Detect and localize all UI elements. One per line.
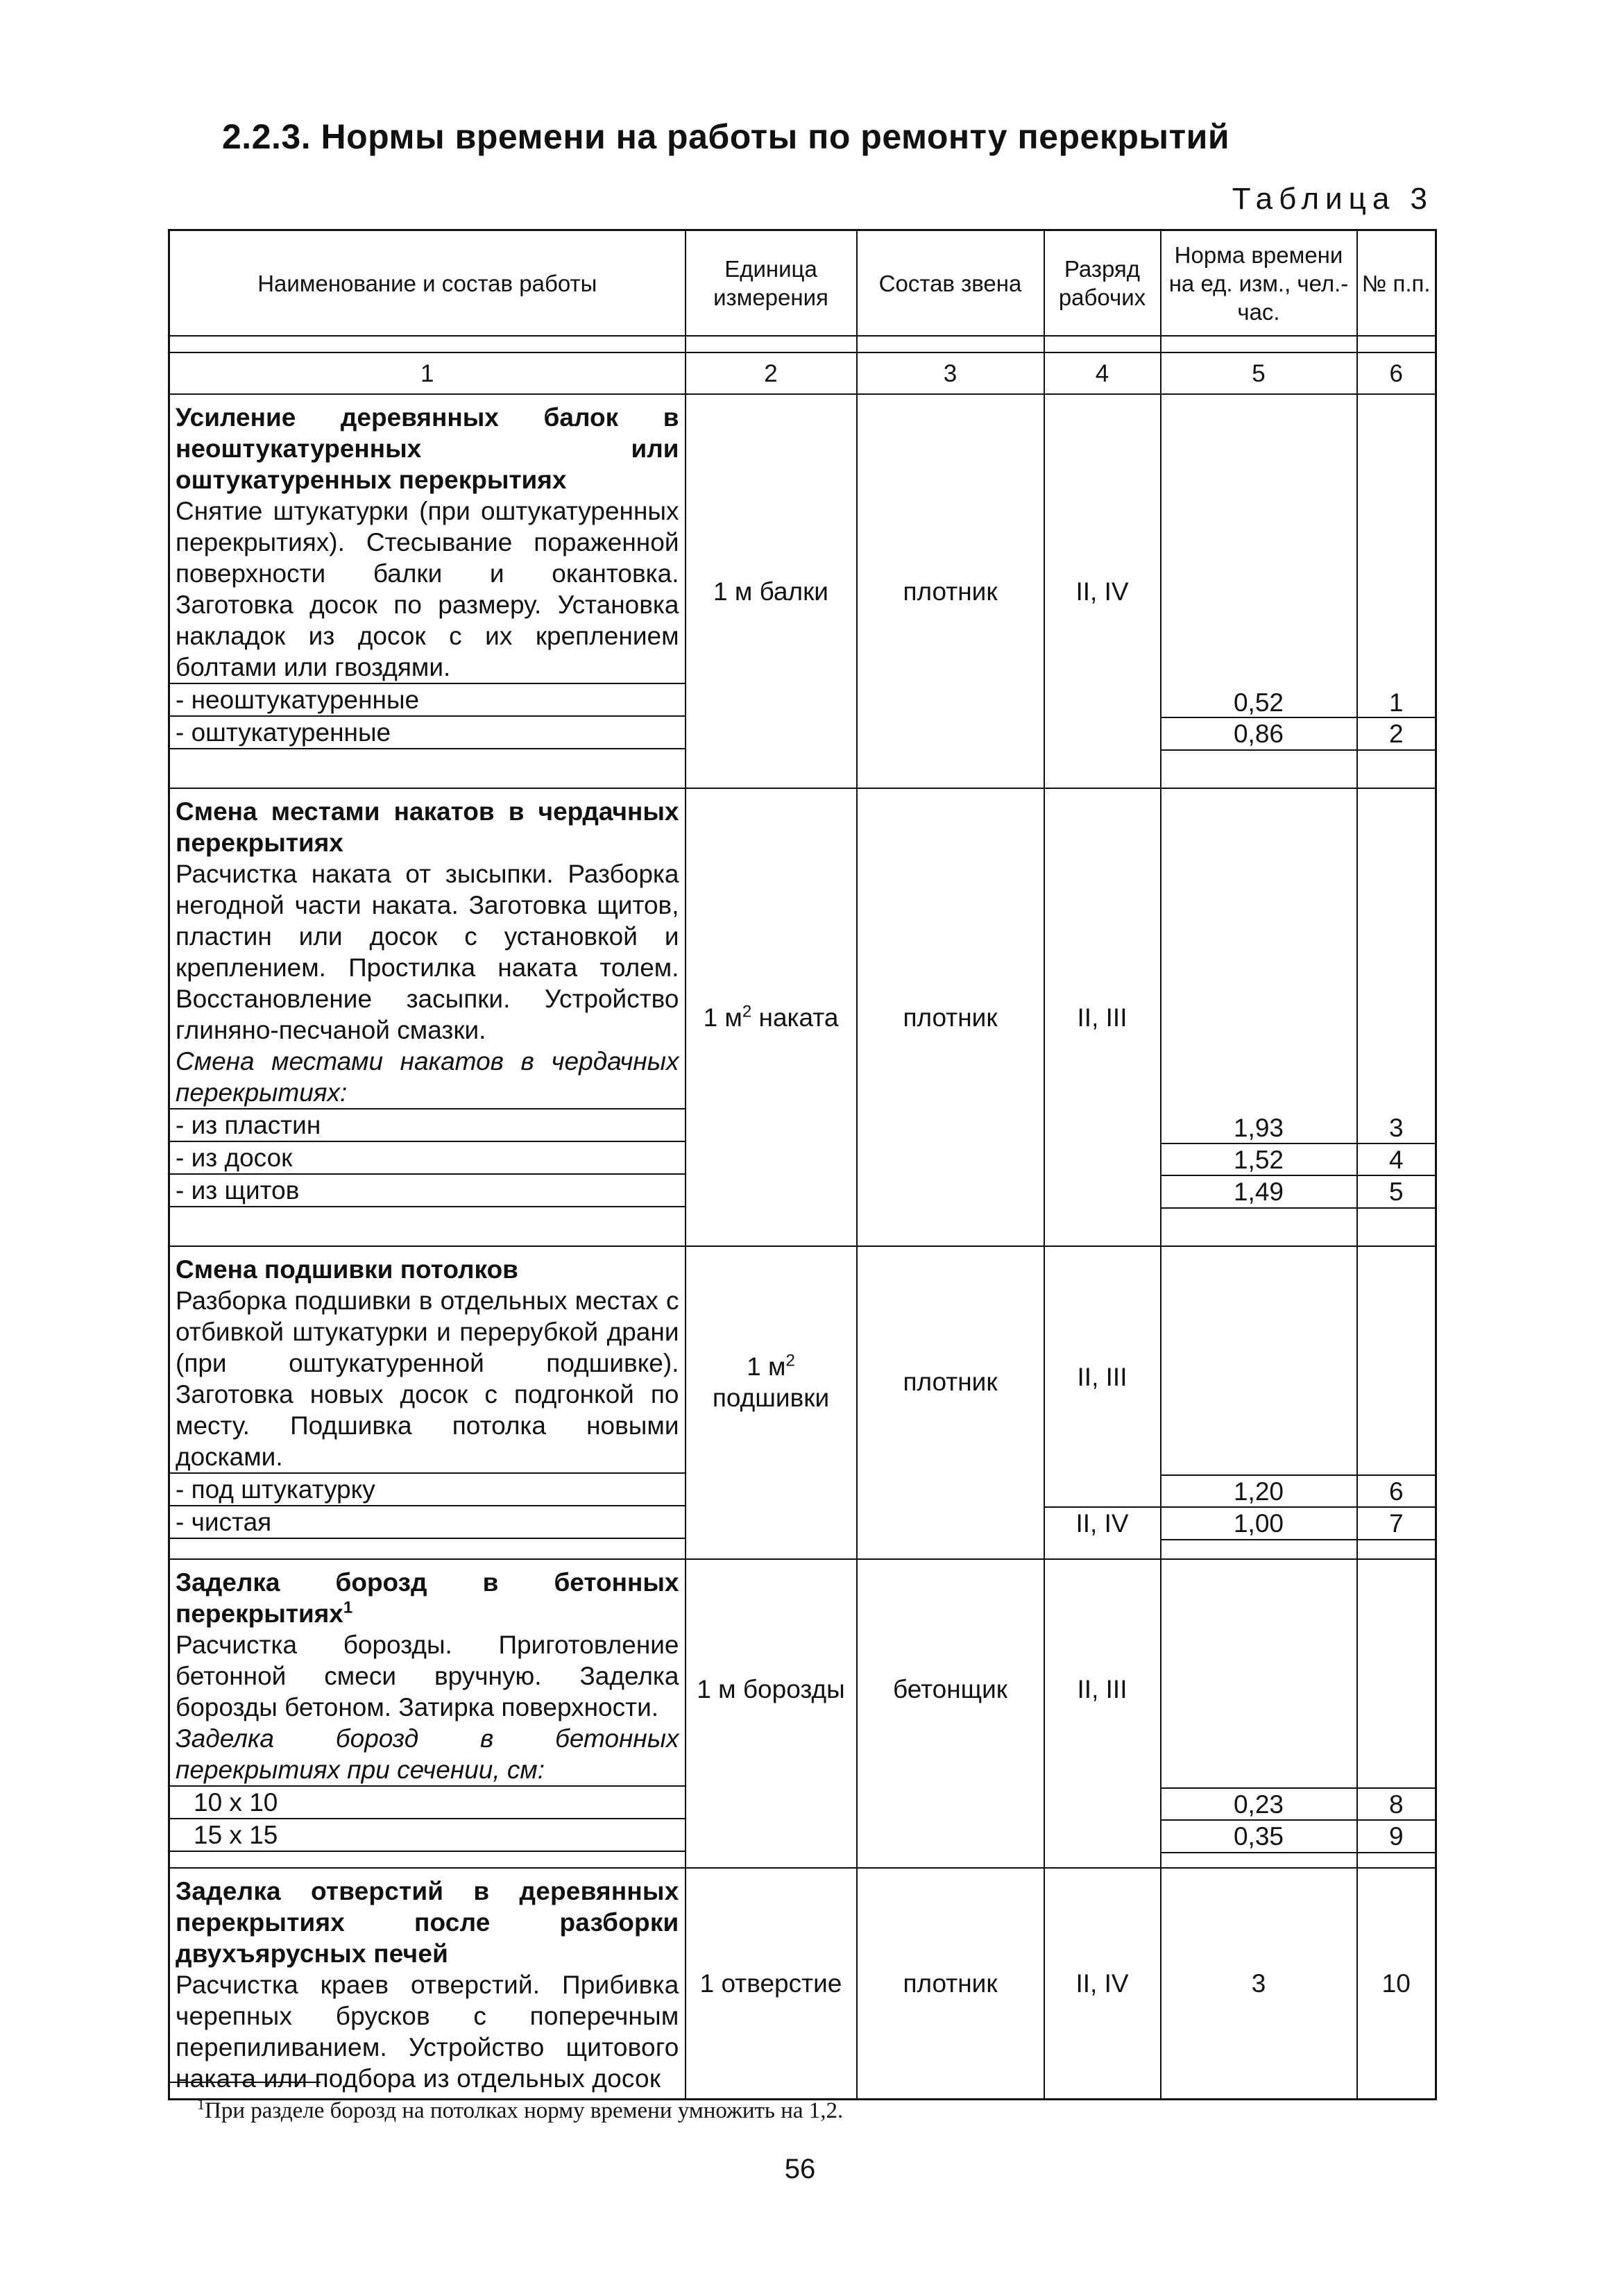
footnote: $^1$При разделе борозд на потолках норму времени умножить на 1,2. [197,2095,844,2123]
variant-label: - из досок [170,1141,685,1173]
column-number: 1 [169,352,686,394]
row-number: 1 [1388,688,1404,717]
row-number: 2 [1358,717,1436,749]
crew-cell: плотник [857,394,1044,788]
header-crew: Состав звена [857,230,1044,337]
column-number-row [169,352,1436,394]
section-title: Смена местами накатов в чердачных перекрытиях [176,797,679,857]
rank-cell: II, IV [1044,1868,1161,2100]
norms-table [168,229,1437,2100]
variant-label: - оштукатуренные [170,715,685,748]
norm-value: 1,20 [1161,1474,1356,1507]
variant-label: - под штукатурку [170,1472,685,1505]
norm-value: 0,52 [1233,688,1284,717]
crew-cell: бетонщик [857,1559,1044,1868]
column-number: 3 [857,352,1044,394]
section-description: Расчистка борозды. Приготовление бетонной смеси вручную. Заделка борозды бетоном. Затирка поверхности. [176,1631,679,1721]
norm-value: 0,35 [1161,1819,1356,1852]
rank-cell: II, III [1044,1559,1161,1868]
header-rank: Разряд рабочих [1044,230,1161,337]
norm-value: 0,23 [1161,1787,1356,1820]
rank-cell: II, IV [1044,394,1161,788]
variant-label: 10 x 10 [170,1785,685,1818]
section-description: Снятие штукатурки (при оштукатуренных перекрытиях). Стесывание пораженной поверхности балки и окантовка. Заготовка досок по размеру. Установка накладок из досок с их креплением болтами или гвоздями. [176,497,679,681]
section-description: Разборка подшивки в отдельных местах с отбивкой штукатурки и перерубкой драни (при оштукатуренной подшивке). Заготовка новых досок с подгонкой по месту. Подшивка потолка новыми досками. [176,1286,679,1471]
norm-value: 1,49 [1161,1175,1356,1207]
row-number: 7 [1358,1506,1436,1539]
variant-label: - чистая [170,1505,685,1538]
norm-value: 0,86 [1161,717,1356,749]
table-caption: Таблица 3 [1232,182,1433,216]
row-number: 3 [1388,1114,1404,1142]
row-number: 8 [1358,1787,1436,1820]
header-work: Наименование и состав работы [169,230,686,337]
section-title: Усиление деревянных балок в неоштукатуренных или оштукатуренных перекрытиях [176,403,679,494]
column-number: 4 [1044,352,1161,394]
header-number: № п.п. [1357,230,1436,337]
unit-cell: 1 $м^2$ подшивки [686,1246,857,1559]
section-title: Заделка отверстий в деревянных перекрытиях после разборки двухъярусных печей [176,1877,679,1968]
unit-cell: 1 м балки [686,394,857,788]
row-number: 6 [1358,1474,1436,1507]
unit-cell: 1 отверстие [686,1868,857,2100]
variant-label: 15 x 15 [170,1818,685,1851]
norm-value: 3 [1161,1868,1357,2100]
rank-cell: II, III [1077,1362,1127,1391]
variant-label: - неоштукатуренные [170,683,685,715]
crew-cell: плотник [857,1246,1044,1559]
table-header-row [169,230,1436,337]
norm-value: 1,52 [1161,1143,1356,1175]
page-number: 56 [784,2154,816,2184]
section-subtitle: Заделка борозд в бетонных перекрытиях при сечении, см: [176,1724,679,1784]
norm-value: 1,93 [1233,1114,1284,1142]
variant-label: - из щитов [170,1173,685,1206]
table-section [169,1246,1436,1559]
section-title: Смена подшивки потолков [176,1255,518,1284]
table-section [169,394,1436,788]
section-title: Заделка борозд в бетонных перекрытиях$^1$ [176,1568,679,1628]
table-section [169,1559,1436,1868]
crew-cell: плотник [857,788,1044,1246]
rank-cell: II, III [1044,788,1161,1246]
column-number: 6 [1357,352,1436,394]
section-description: Расчистка краев отверстий. Прибивка черепных брусков с поперечным перепиливанием. Устройство щитового наката или подбора из отдельных досок [176,1971,679,2093]
row-number: 4 [1358,1143,1436,1175]
page-title: 2.2.3. Нормы времени на работы по ремонту перекрытий [222,117,1230,156]
row-number: 5 [1358,1175,1436,1207]
column-number: 5 [1161,352,1357,394]
section-description: Расчистка наката от зысыпки. Разборка негодной части наката. Заготовка щитов, пластин или досок с установкой и креплением. Простилка наката толем. Восстановление засыпки. Устройство глиняно-песчаной смазки. [176,860,679,1044]
section-subtitle: Смена местами накатов в чердачных перекрытиях: [176,1047,679,1107]
footnote-rule [168,2082,321,2083]
table-section [169,1868,1436,2100]
rank-cell: II, IV [1045,1506,1160,1539]
column-number: 2 [686,352,857,394]
row-number: 9 [1358,1819,1436,1852]
crew-cell: плотник [857,1868,1044,2100]
norm-value: 1,00 [1161,1506,1356,1539]
table-section [169,788,1436,1246]
variant-label: - из пластин [170,1108,685,1141]
unit-cell: 1 м борозды [686,1559,857,1868]
unit-cell: 1 $м^2$ наката [686,788,857,1246]
header-unit: Единица измерения [686,230,857,337]
header-norm: Норма времени на ед. изм., чел.-час. [1161,230,1357,337]
row-number: 10 [1357,1868,1436,2100]
